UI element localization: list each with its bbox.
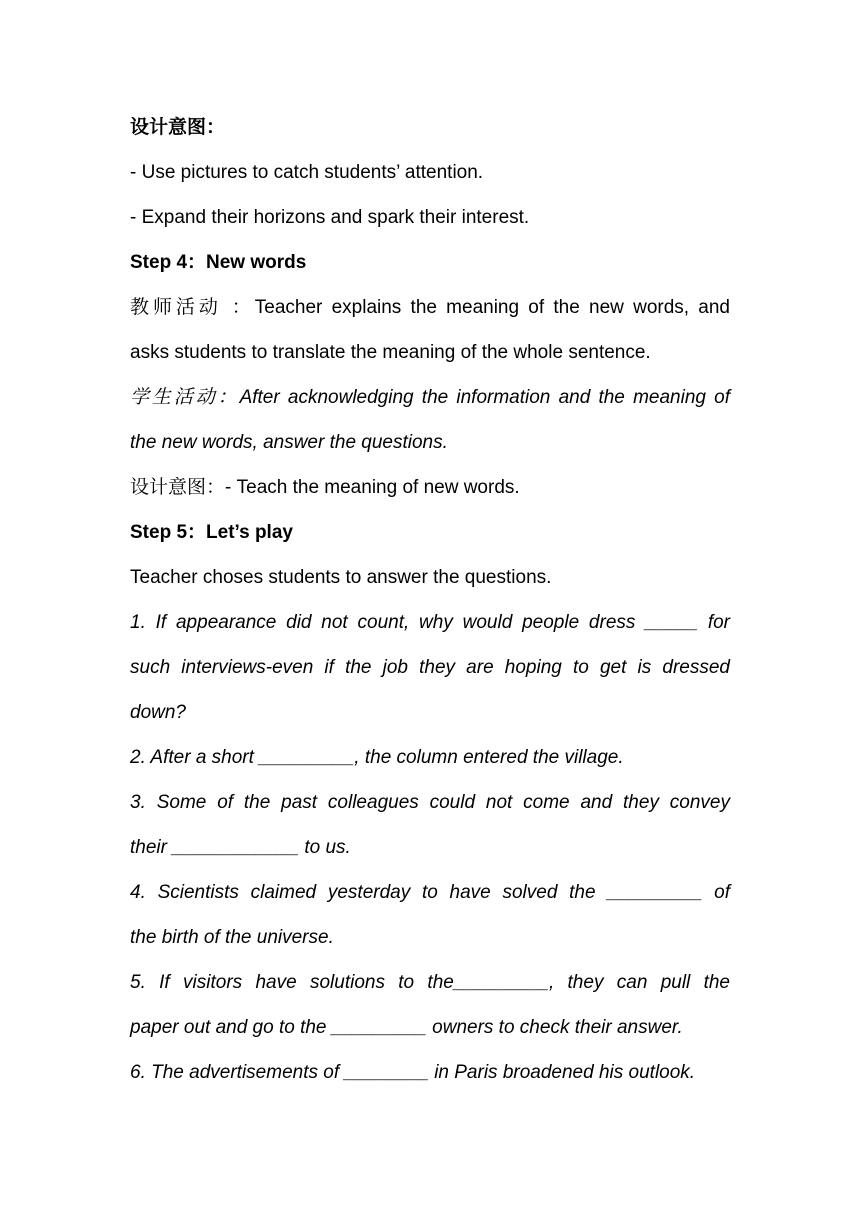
step4-intent-text: - Teach the meaning of new words. xyxy=(225,477,520,498)
question-5-line2: paper out and go to the _________ owners to check their answer. xyxy=(130,1017,683,1038)
question-2: 2. After a short _________, the column entered the village. xyxy=(130,747,624,768)
teacher-activity-text-1: Teacher explains the meaning of the new words, and xyxy=(254,297,730,318)
question-3-line1: 3. Some of the past colleagues could not come and they convey xyxy=(130,792,730,813)
step4-teacher-activity-line2: asks students to translate the meaning of the whole sentence. xyxy=(130,342,651,363)
document-page xyxy=(130,105,730,1095)
teacher-activity-label: 教师活动 ： xyxy=(130,296,255,318)
question-1-line1: 1. If appearance did not count, why would people dress _____ for xyxy=(130,612,730,633)
step5-heading: Step 5：Let’s play xyxy=(130,522,293,543)
step4-teacher-activity-line1 xyxy=(130,285,730,330)
design-point-1: - Use pictures to catch students’ attention. xyxy=(130,162,484,183)
step4-heading: Step 4：New words xyxy=(130,252,307,273)
step4-student-activity-line2: the new words, answer the questions. xyxy=(130,432,448,453)
question-1-line3: down? xyxy=(130,702,186,723)
student-activity-label: 学生活动： xyxy=(130,386,240,408)
question-6: 6. The advertisements of ________ in Paris broadened his outlook. xyxy=(130,1062,696,1083)
step4-intent-label: 设计意图： xyxy=(130,476,226,498)
question-1-line2: such interviews-even if the job they are hoping to get is dressed xyxy=(130,657,730,678)
step5-intro: Teacher choses students to answer the questions. xyxy=(130,567,552,588)
design-intent-heading: 设计意图： xyxy=(130,116,226,138)
question-5-line1: 5. If visitors have solutions to the_________, they can pull the xyxy=(130,972,730,993)
question-4-line2: the birth of the universe. xyxy=(130,927,334,948)
step4-student-activity-line1 xyxy=(130,375,730,420)
question-4-line1: 4. Scientists claimed yesterday to have solved the _________ of xyxy=(130,882,730,903)
question-3-line2: their ____________ to us. xyxy=(130,837,351,858)
student-activity-text-1: After acknowledging the information and the meaning of xyxy=(239,387,730,408)
design-point-2: - Expand their horizons and spark their interest. xyxy=(130,207,530,228)
step4-design-intent xyxy=(130,465,730,510)
